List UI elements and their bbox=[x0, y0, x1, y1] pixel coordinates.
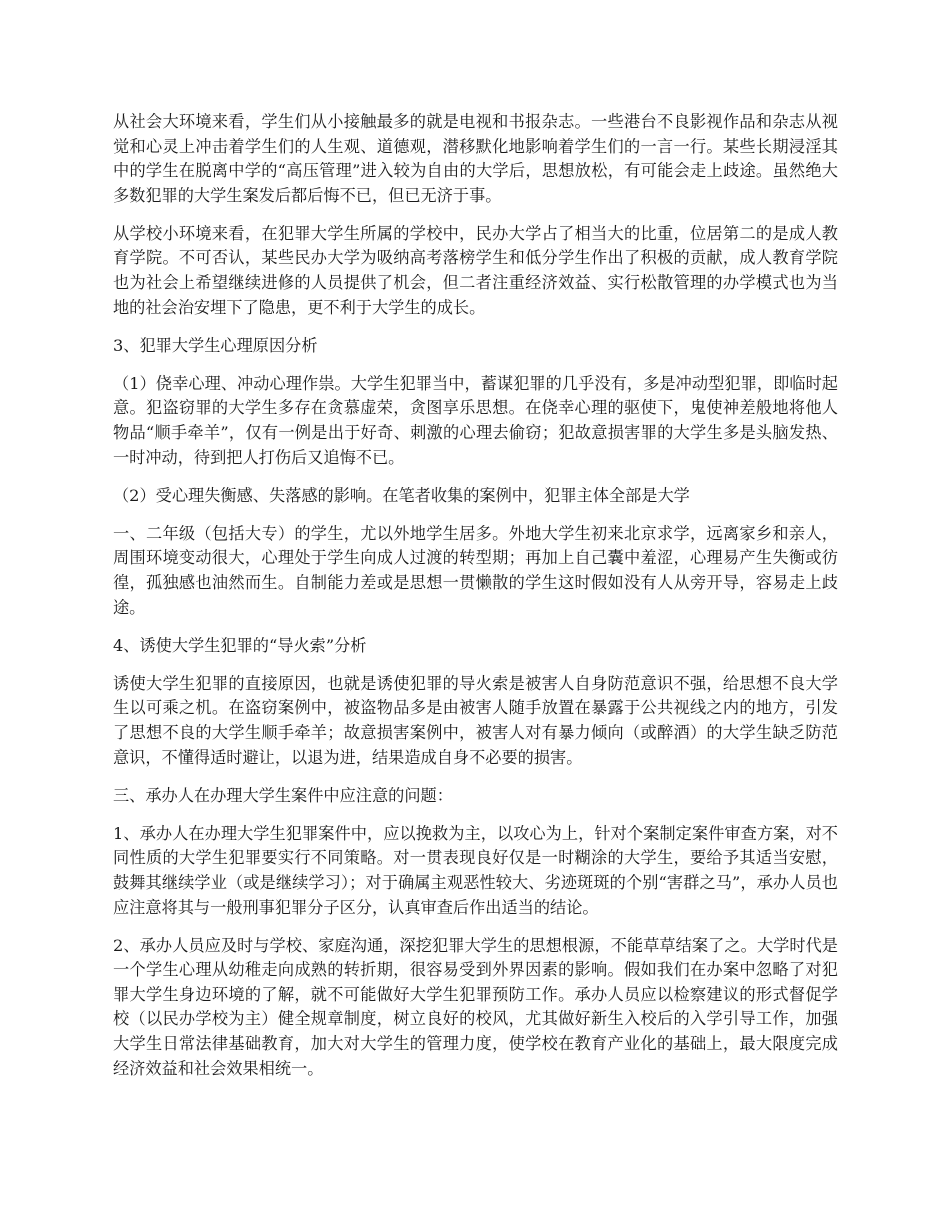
section-heading-psychology: 3、犯罪大学生心理原因分析 bbox=[113, 335, 318, 355]
paragraph-impulse-psychology: （1）侥幸心理、冲动心理作祟。大学生犯罪当中，蓄谋犯罪的几乎没有，多是冲动型犯罪，即临时起意。犯盗窃罪的大学生多存在贪慕虚荣，贪图享乐思想。在侥幸心理的驱使下，鬼使神差般地将他人物品“顺手牵羊”，仅有一例是出于好奇、刺激的心理去偷窃；犯故意损害罪的大学生多是头脑发热、一时冲动，待到把人打伤后又追悔不已。 bbox=[113, 373, 838, 467]
paragraph-handling-point-2: 2、承办人员应及时与学校、家庭沟通，深挖犯罪大学生的思想根源，不能草草结案了之。大学时代是一个学生心理从幼稚走向成熟的转折期，很容易受到外界因素的影响。假如我们在办案中忽略了对犯罪大学生身边环境的了解，就不可能做好大学生犯罪预防工作。承办人员应以检察建议的形式督促学校（以民办学校为主）健全规章制度，树立良好的校风，尤其做好新生入校后的入学引导工作，加强大学生日常法律基础教育，加大对大学生的管理力度，使学校在教育产业化的基础上，最大限度完成经济效益和社会效果相统一。 bbox=[113, 935, 838, 1078]
section-heading-handling-issues: 三、承办人在办理大学生案件中应注意的问题： bbox=[113, 785, 453, 805]
document-body bbox=[113, 110, 838, 1095]
paragraph-freshman-students: 一、二年级（包括大专）的学生，尤以外地学生居多。外地大学生初来北京求学，远离家乡和亲人，周围环境变动很大，心理处于学生向成人过渡的转型期；再加上自己囊中羞涩，心理易产生失衡或彷徨，孤独感也油然而生。自制能力差或是思想一贯懒散的学生这时假如没有人从旁开导，容易走上歧途。 bbox=[113, 523, 838, 617]
paragraph-handling-point-1: 1、承办人在办理大学生犯罪案件中，应以挽救为主，以攻心为上，针对个案制定案件审查方案，对不同性质的大学生犯罪要实行不同策略。对一贯表现良好仅是一时糊涂的大学生，要给予其适当安慰，鼓舞其继续学业（或是继续学习）；对于确属主观恶性较大、劣迹斑斑的个别“害群之马”，承办人员也应注意将其与一般刑事犯罪分子区分，认真审查后作出适当的结论。 bbox=[113, 823, 838, 917]
paragraph-school-environment: 从学校小环境来看，在犯罪大学生所属的学校中，民办大学占了相当大的比重，位居第二的是成人教育学院。不可否认，某些民办大学为吸纳高考落榜学生和低分学生作出了积极的贡献，成人教育学院也为社会上希望继续进修的人员提供了机会，但二者注重经济效益、实行松散管理的办学模式也为当地的社会治安埋下了隐患，更不利于大学生的成长。 bbox=[113, 223, 838, 317]
paragraph-social-environment: 从社会大环境来看，学生们从小接触最多的就是电视和书报杂志。一些港台不良影视作品和杂志从视觉和心灵上冲击着学生们的人生观、道德观，潜移默化地影响着学生们的一言一行。某些长期浸淫其中的学生在脱离中学的“高压管理”进入较为自由的大学后，思想放松，有可能会走上歧途。虽然绝大多数犯罪的大学生案发后都后悔不已，但已无济于事。 bbox=[113, 112, 838, 205]
paragraph-trigger-analysis: 诱使大学生犯罪的直接原因，也就是诱使犯罪的导火索是被害人自身防范意识不强，给思想不良大学生以可乘之机。在盗窃案例中，被盗物品多是由被害人随手放置在暴露于公共视线之内的地方，引发了思想不良的大学生顺手牵羊；故意损害案例中，被害人对有暴力倾向（或醉酒）的大学生缺乏防范意识，不懂得适时避让，以退为进，结果造成自身不必要的损害。 bbox=[113, 673, 838, 767]
paragraph-imbalance-psychology: （2）受心理失衡感、失落感的影响。在笔者收集的案例中，犯罪主体全部是大学 bbox=[113, 485, 690, 505]
section-heading-trigger: 4、诱使大学生犯罪的“导火索”分析 bbox=[113, 635, 367, 655]
